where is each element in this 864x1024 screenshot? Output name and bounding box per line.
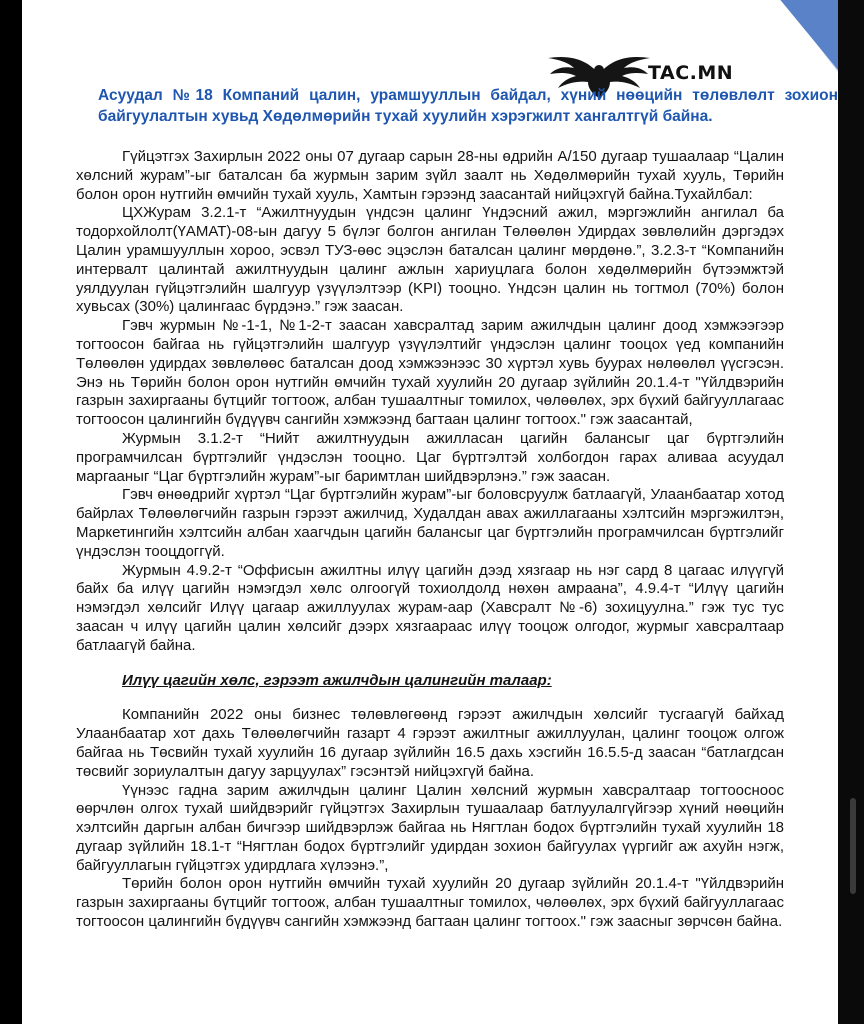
scrollbar[interactable] <box>850 798 856 894</box>
page-number: 24 <box>788 34 804 50</box>
paragraph: Гүйцэтгэх Захирлын 2022 оны 07 дугаар сарын 28-ны өдрийн А/150 дугаар тушаалаар “Цалин хөлсний журам”-ыг баталсан ба журмын зарим зүйл заалт нь Хөдөлмөрийн тухай хууль, Төрийн болон орон нутгийн өмчийн тухай хууль, Хамтын гэрээнд заасантай нийцэхгүй байна.Тухайлбал: <box>76 148 784 203</box>
paragraph: Гэвч журмын №-1-1, №1-2-т заасан хавсралтад зарим ажилчдын цалинг доод хэмжээгээр тогтоосон байгаа нь гүйцэтгэлийн шалгуур үзүүлэлтийг үндэслэн цалинг тооцох үед компанийн Төлөөлөн удирдах зөвлөлөөс баталсан доод хэмжээнээс 30 хүртэл хувь буурах нөлөөлөл үүсгэсэн. Энэ нь Төрийн болон орон нутгийн өмчийн тухай хуулийн 20 дугаар зүйлийн 20.1.4-т "Үйлдвэрийн газрын захиргааны бүтцийг тогтоож, албан тушаалтныг томилох, чөлөөлөх, эрх бүхий байгууллагаас тогтоосон цалингийн бүдүүвч сангийн хэмжээнд багтаан цалинг тогтоох." гэж заасантай, <box>76 317 784 429</box>
paragraph: Компанийн 2022 оны бизнес төлөвлөгөөнд гэрээт ажилчдын хөлсийг тусгаагүй байхад Улаанбаатар хот дахь Төлөөлөгчийн газарт 4 гэрээт ажилтныг ажиллуулан, цалинг тооцож олгож байгаа нь Төсвийн тухай хуулийн 16 дугаар зүйлийн 16.5 дахь хэсгийн 16.5.5-д заасан “батлагдсан төсвийг зориулалтын дагуу зарцуулах” гэсэнтэй нийцэхгүй байна. <box>76 706 784 780</box>
paragraph: Төрийн болон орон нутгийн өмчийн тухай хуулийн 20 дугаар зүйлийн 20.1.4-т "Үйлдвэрийн газрын захиргааны бүтцийг тогтоож, албан тушаалтныг томилох, чөлөөлөх, эрх бүхий байгууллагаас тогтоосон цалингийн бүдүүвч сангийн хэмжээнд багтаан цалинг тогтоох." гэж заасныг зөрчсөн байна. <box>76 875 784 931</box>
issue-heading: Асуудал №18 Компаний цалин, урамшууллын байдал, хүний нөөцийн төлөвлөлт зохион байгуулалтын хувьд Хөдөлмөрийн тухай хуулийн хэрэгжилт хангалтгүй байна. <box>98 87 838 125</box>
paragraph: Журмын 4.9.2-т “Оффисын ажилтны илүү цагийн дээд хязгаар нь нэг сард 8 цагаас илүүгүй байх ба илүү цагийн нэмэгдэл хөлс олгоогүй тохиолдолд нөхөн амраана”, 4.9.4-т “Илүү цагийн нэмэгдэл хөлсийг Илүү цагаар ажиллуулах журам-аар (Хавсралт №-6) зохицуулна.” гэж тус тус заасан ч илүү цагийн цалин хөлсийг дээрх хязгаараас илүү тооцож олгодог, журмыг хавсралтаар батлаагүй байна. <box>76 561 784 654</box>
paragraph: Гэвч өнөөдрийг хүртэл “Цаг бүртгэлийн журам”-ыг боловсруулж батлаагүй, Улаанбаатар хотод байрлах Төлөөлөгчийн газрын гэрээт ажилчид, Худалдан авах ажиллагааны хэлтсийн мэргэжилтэн, Маркетингийн хэлтсийн албан хаагчдын цагийн балансыг цаг бүртгэлийн програмчилсан бүртгэлийг үндэслэн тооцдоггүй. <box>76 486 784 560</box>
document-body <box>76 148 784 932</box>
paragraph: Үүнээс гадна зарим ажилчдын цалинг Цалин хөлсний журмын хавсралтаар тогтоосноос өөрчлөн олгох тухай шийдвэрийг гүйцэтгэх Захирлын тушаалаар батлуулалгүйгээр хүний нөөцийн хэлтсийн даргын албан бичгээр шийдвэрлэж байгаа нь Нягтлан бодох бүртгэлийн тухай хуулийн 18 дугаар зүйлийн 18.1-т “Нягтлан бодох бүртгэлийг удирдан зохион байгуулах үүргийг аж ахуйн нэгж, байгууллагын гүйцэтгэх удирдлага хүлээнэ.”, <box>76 781 784 874</box>
paragraph: ЦХЖурам 3.2.1-т “Ажилтнуудын үндсэн цалинг Үндэсний ажил, мэргэжлийн ангилал ба тодорхойлолт(ҮАМАТ)-08-ын дагуу 5 бүлэг болгон ангилан Төлөөлөн Удирдах зөвлөлийн дэргэдэх Цалин урамшууллын хороо, эсвэл ТУЗ-өөс эцэслэн баталсан цалинг мөрдөнө.”, 3.2.3-т “Компанийн интервалт цалинтай ажилтнуудын цалинг ажлын хариуцлага болон хөдөлмөрийн бүтээмжтэй уялдуулан гүйцэтгэлийн шалгуур үзүүлэлтээр (KPI) тооцно. Үндсэн цалин нь тогтмол (70%) болон хувьсах (30%) цалингаас бүрдэнэ.” гэж заасан. <box>76 204 784 316</box>
paragraph: Журмын 3.1.2-т “Нийт ажилтнуудын ажилласан цагийн балансыг цаг бүртгэлийн програмчилсан бүртгэлийг үндэслэн тооцно. Цаг бүртгэлтэй холбогдон гарах аливаа асуудал маргааныг “Цаг бүртгэлийн журам”-ыг баримтлан шийдвэрлэнэ.” гэж заасан. <box>76 429 784 485</box>
logo-text: TAC.MN <box>648 62 734 84</box>
section-heading: Илүү цагийн хөлс, гэрээт ажилчдын цалингийн талаар: <box>122 671 552 689</box>
